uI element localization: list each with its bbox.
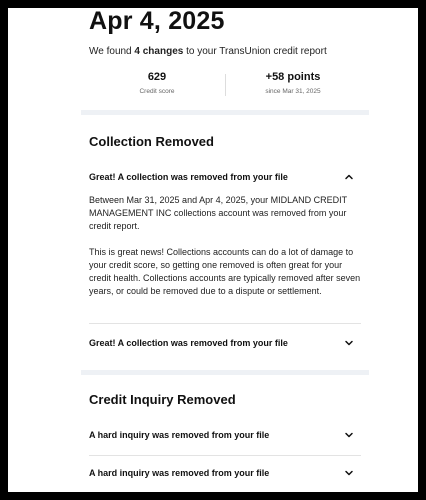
changes-summary xyxy=(89,45,327,59)
section-separator-band xyxy=(81,110,369,115)
chevron-down-icon xyxy=(343,467,355,479)
accordion-label: Great! A collection was removed from your file xyxy=(89,338,288,348)
page-title: Apr 4, 2025 xyxy=(89,8,225,35)
credit-score-value: 629 xyxy=(147,71,167,83)
accordion-header-inquiry-2[interactable] xyxy=(89,464,361,484)
section-separator-band xyxy=(81,370,369,375)
accordion-header-inquiry-1[interactable] xyxy=(89,426,361,446)
accordion-divider xyxy=(89,455,361,456)
summary-count: 4 changes xyxy=(134,46,184,57)
summary-prefix: We found xyxy=(89,46,135,57)
accordion-header-collection-2[interactable] xyxy=(89,334,361,354)
accordion-label: A hard inquiry was removed from your file xyxy=(89,430,270,440)
chevron-down-icon xyxy=(343,337,355,349)
section-title-collection-removed: Collection Removed xyxy=(89,134,214,149)
credit-report-changes-page xyxy=(8,8,418,492)
credit-score-stat xyxy=(89,70,225,97)
accordion-header-collection-1[interactable] xyxy=(89,168,361,188)
summary-suffix: to your TransUnion credit report xyxy=(183,46,327,57)
accordion-label: A hard inquiry was removed from your file xyxy=(89,468,270,478)
accordion-body-paragraph-2: This is great news! Collections accounts can do a lot of damage to your credit score, so getting one removed is often great for your credit health. Collections accounts are typically removed after seven years, or could be removed due to a dispute or settlement. xyxy=(89,247,361,296)
credit-score-caption: Credit score xyxy=(139,88,175,95)
chevron-down-icon xyxy=(343,429,355,441)
score-change-caption: since Mar 31, 2025 xyxy=(265,88,321,95)
score-stats xyxy=(89,70,361,104)
accordion-label: Great! A collection was removed from your file xyxy=(89,172,288,182)
section-title-credit-inquiry-removed: Credit Inquiry Removed xyxy=(89,392,236,407)
chevron-up-icon xyxy=(343,171,355,183)
score-change-stat xyxy=(225,70,361,97)
accordion-body-paragraph-1: Between Mar 31, 2025 and Apr 4, 2025, your MIDLAND CREDIT MANAGEMENT INC collections account was removed from your credit report. xyxy=(89,195,347,231)
score-change-value: +58 points xyxy=(265,71,321,83)
accordion-divider xyxy=(89,323,361,324)
